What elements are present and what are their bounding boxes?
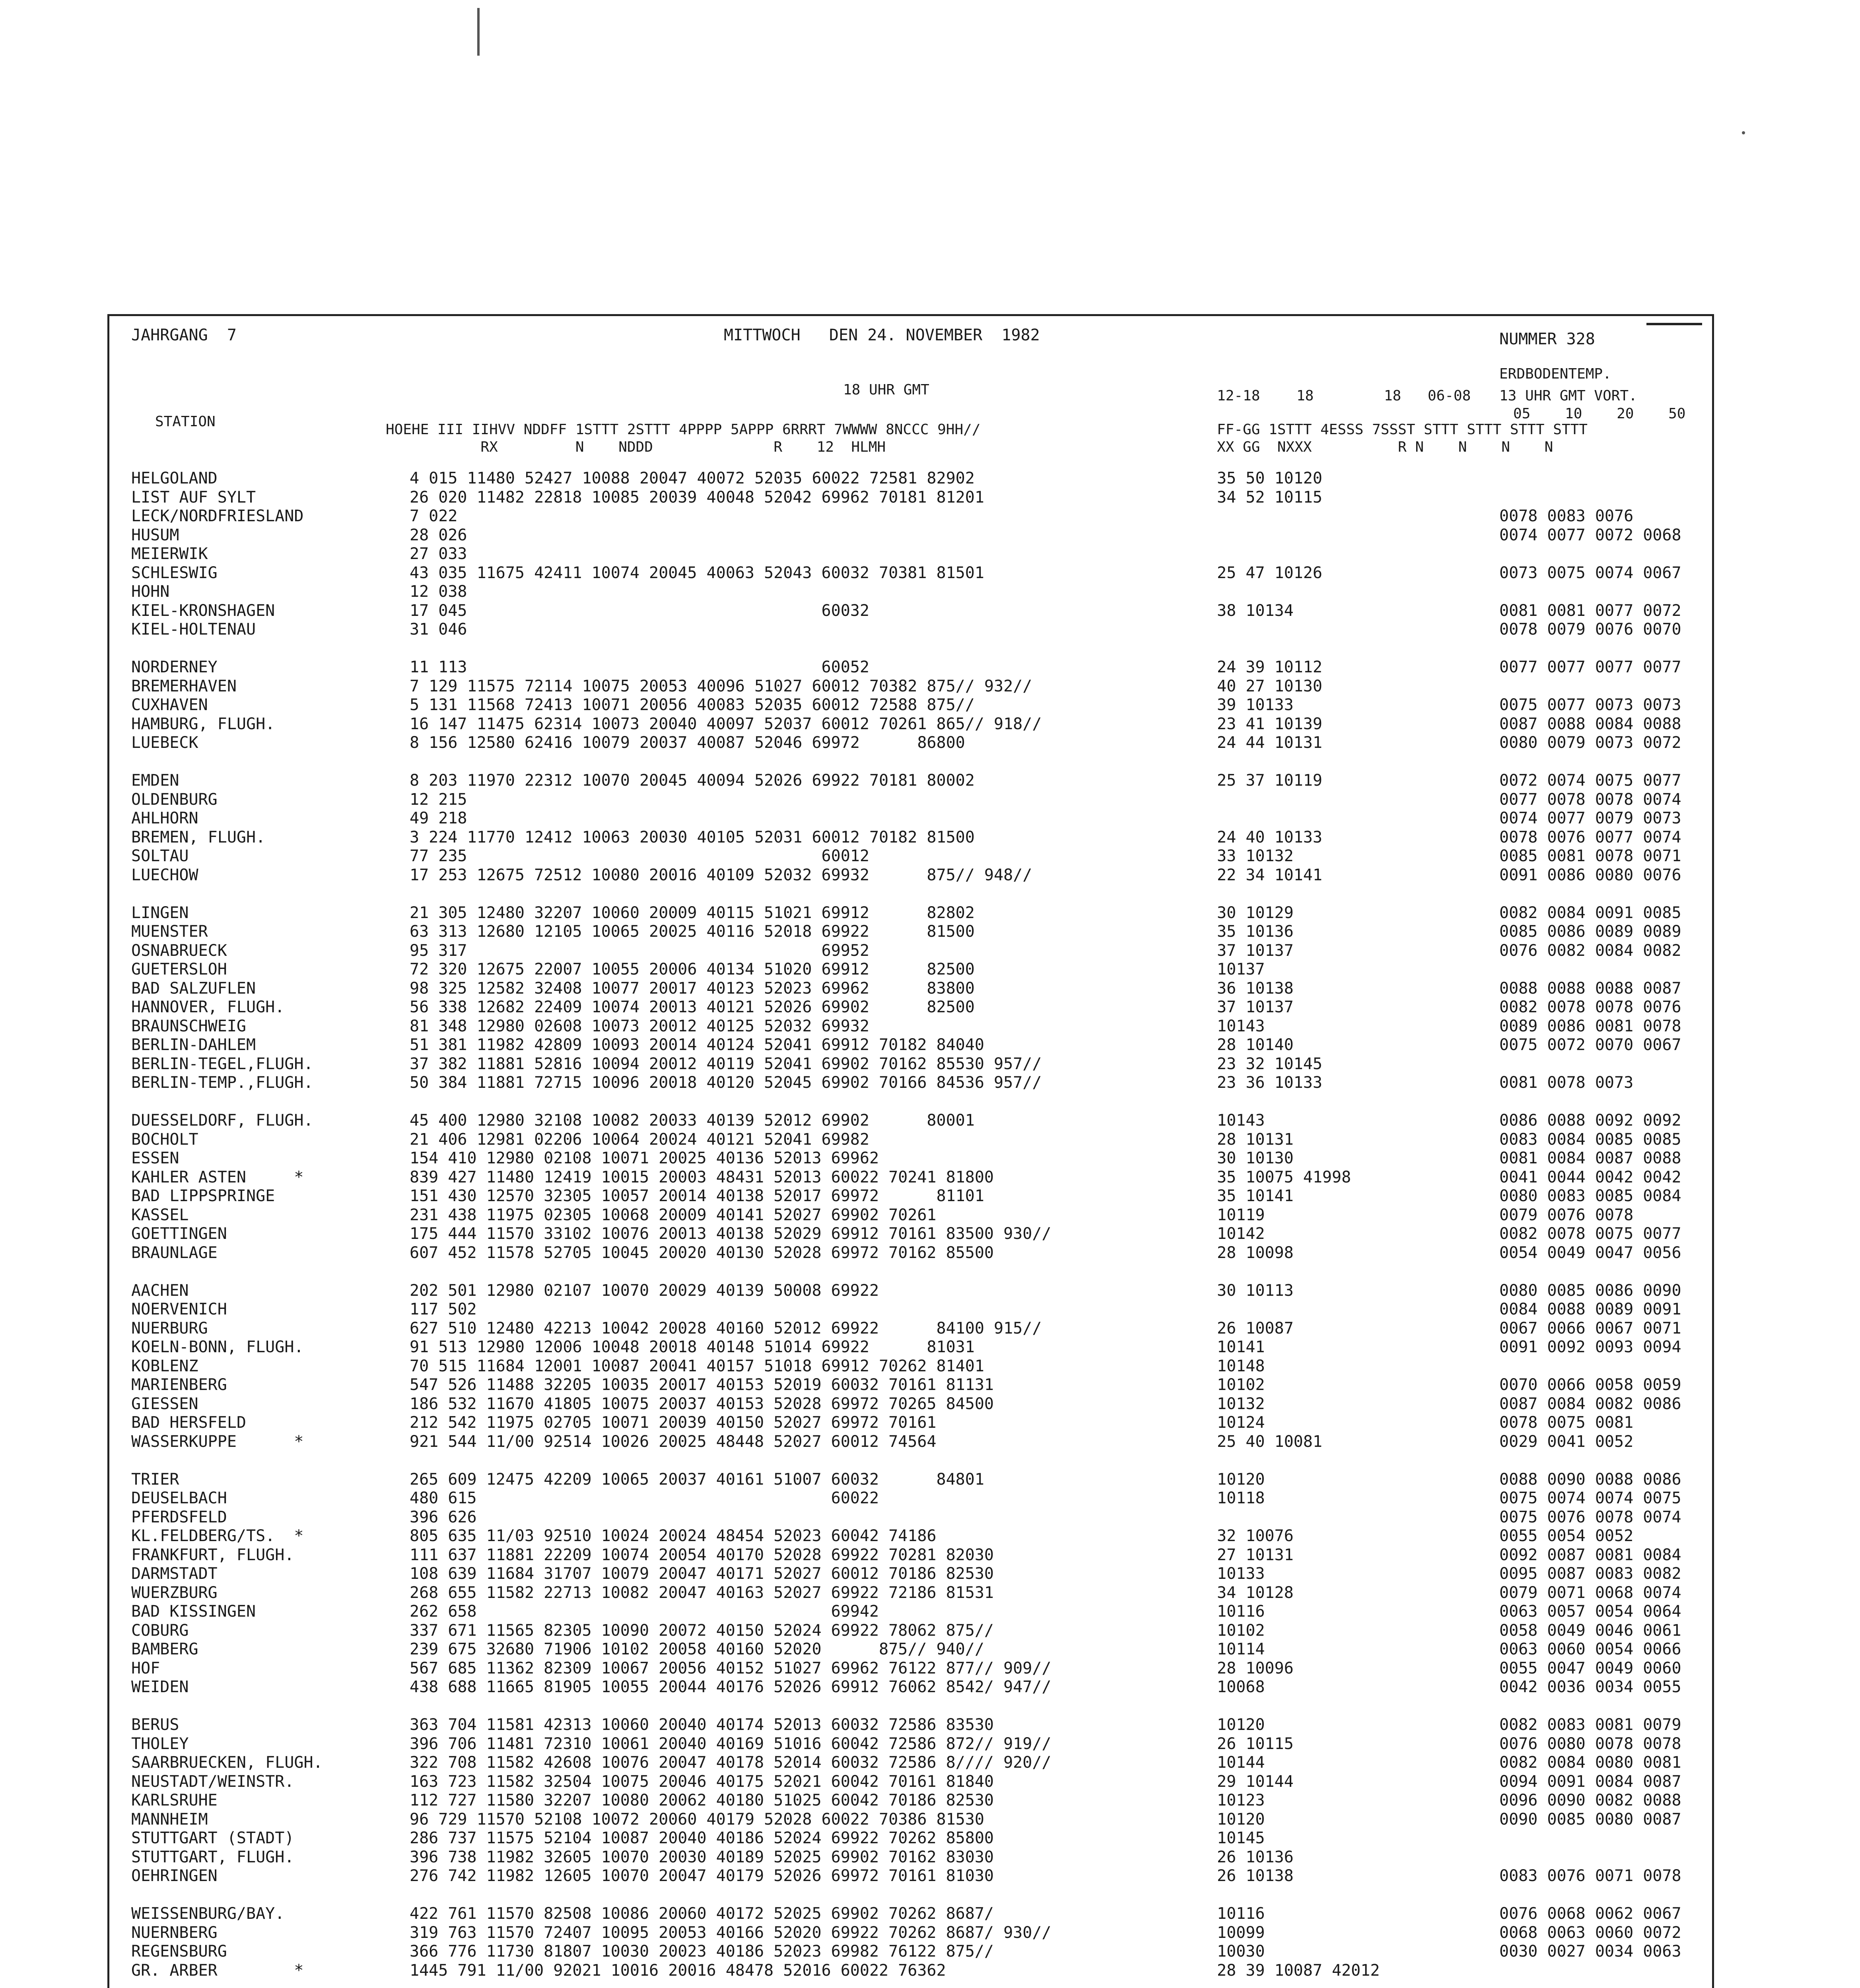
synop-codes: 322 708 11582 42608 10076 20047 40178 52014 60032 72586 8//// 920// xyxy=(410,1753,1051,1772)
soil-temps: 0042 0036 0034 0055 xyxy=(1499,1678,1681,1696)
soil-temps: 0079 0071 0068 0074 xyxy=(1499,1583,1681,1602)
extra-codes: 29 10144 xyxy=(1217,1772,1294,1791)
station-name: SAARBRUECKEN, FLUGH. xyxy=(131,1753,323,1772)
station-name: MUENSTER xyxy=(131,922,208,941)
synop-codes: 186 532 11670 41805 10075 20037 40153 52028 69972 70265 84500 xyxy=(410,1394,994,1413)
soil-temps: 0082 0078 0075 0077 xyxy=(1499,1225,1681,1243)
synop-codes: 212 542 11975 02705 10071 20039 40150 52027 69972 70161 xyxy=(410,1413,937,1432)
soil-temps: 0075 0076 0078 0074 xyxy=(1499,1508,1681,1526)
extra-codes: 35 10136 xyxy=(1217,922,1294,941)
extra-codes: 10030 xyxy=(1217,1942,1265,1961)
col-06-08: 06-08 xyxy=(1428,388,1471,404)
extra-codes: 27 10131 xyxy=(1217,1545,1294,1564)
soil-temps: 0081 0078 0073 xyxy=(1499,1074,1634,1092)
station-name: BERLIN-TEMP.,FLUGH. xyxy=(131,1074,313,1092)
station-name: WEISSENBURG/BAY. xyxy=(131,1905,285,1923)
station-name: NEUSTADT/WEINSTR. xyxy=(131,1772,294,1791)
station-name: KARLSRUHE xyxy=(131,1791,218,1809)
extra-codes: 35 50 10120 xyxy=(1217,469,1322,487)
synop-codes: 63 313 12680 12105 10065 20025 40116 52018 69922 81500 xyxy=(410,922,975,941)
soil-temps: 0041 0044 0042 0042 xyxy=(1499,1168,1681,1186)
soil-temps: 0084 0088 0089 0091 xyxy=(1499,1300,1681,1318)
scan-speck xyxy=(1742,131,1745,134)
synop-codes: 7 022 xyxy=(410,507,458,525)
station-name: SCHLESWIG xyxy=(131,563,218,582)
synop-codes: 117 502 xyxy=(410,1300,477,1318)
station-name: KAHLER ASTEN * xyxy=(131,1168,304,1186)
station-name: LUECHOW xyxy=(131,866,198,884)
soil-temps: 0054 0049 0047 0056 xyxy=(1499,1243,1681,1262)
station-name: PFERDSFELD xyxy=(131,1508,227,1526)
synop-codes: 3 224 11770 12412 10063 20030 40105 52031 60012 70182 81500 xyxy=(410,828,975,846)
station-name: DARMSTADT xyxy=(131,1565,218,1583)
station-name: HAMBURG, FLUGH. xyxy=(131,714,275,733)
extra-codes: 28 10140 xyxy=(1217,1036,1294,1054)
station-name: BAD HERSFELD xyxy=(131,1413,246,1432)
station-name: WEIDEN xyxy=(131,1678,189,1696)
synop-codes: 839 427 11480 12419 10015 20003 48431 52013 60022 70241 81800 xyxy=(410,1168,994,1186)
extra-codes: 30 10129 xyxy=(1217,903,1294,922)
synop-codes: 111 637 11881 22209 10074 20054 40170 52028 69922 70281 82030 xyxy=(410,1545,994,1564)
extra-codes: 10144 xyxy=(1217,1753,1265,1772)
soil-temps: 0092 0087 0081 0084 xyxy=(1499,1545,1681,1564)
station-name: LECK/NORDFRIESLAND xyxy=(131,507,304,525)
station-name: GOETTINGEN xyxy=(131,1225,227,1243)
soil-temps: 0088 0090 0088 0086 xyxy=(1499,1470,1681,1489)
extra-codes: 38 10134 xyxy=(1217,601,1294,620)
synop-codes: 8 156 12580 62416 10079 20037 40087 52046 69972 86800 xyxy=(410,734,965,752)
extra-codes: 10120 xyxy=(1217,1810,1265,1829)
extra-codes: 23 41 10139 xyxy=(1217,714,1322,733)
extra-codes: 26 10138 xyxy=(1217,1867,1294,1885)
soil-temps: 0082 0084 0080 0081 xyxy=(1499,1753,1681,1772)
synop-codes: 363 704 11581 42313 10060 20040 40174 52013 60032 72586 83530 xyxy=(410,1716,994,1734)
synop-codes: 56 338 12682 22409 10074 20013 40121 52026 69902 82500 xyxy=(410,998,975,1016)
extra-codes: 28 10098 xyxy=(1217,1243,1294,1262)
synop-codes: 396 706 11481 72310 10061 20040 40169 51016 60042 72586 872// 919// xyxy=(410,1734,1051,1753)
soil-temps: 0087 0088 0084 0088 xyxy=(1499,714,1681,733)
synop-codes: 112 727 11580 32207 10080 20062 40180 51025 60042 70186 82530 xyxy=(410,1791,994,1809)
station-name: KIEL-HOLTENAU xyxy=(131,620,256,639)
station-name: GIESSEN xyxy=(131,1394,198,1413)
synop-codes: 50 384 11881 72715 10096 20018 40120 52045 69902 70166 84536 957// xyxy=(410,1074,1042,1092)
col-18b: 18 xyxy=(1384,388,1401,404)
soil-temps: 0077 0078 0078 0074 xyxy=(1499,790,1681,809)
station-name: MANNHEIM xyxy=(131,1810,208,1829)
synop-codes: 1445 791 11/00 92021 10016 20016 48478 52016 60022 76362 xyxy=(410,1961,946,1980)
synop-codes: 98 325 12582 32408 10077 20017 40123 52023 69962 83800 xyxy=(410,979,975,998)
station-name: SOLTAU xyxy=(131,847,189,865)
soil-temps: 0075 0077 0073 0073 xyxy=(1499,696,1681,714)
synop-codes: 175 444 11570 33102 10076 20013 40138 52029 69912 70161 83500 930// xyxy=(410,1225,1051,1243)
soil-temps: 0029 0041 0052 xyxy=(1499,1432,1634,1451)
station-name: BRAUNSCHWEIG xyxy=(131,1017,246,1035)
soil-temps: 0079 0076 0078 xyxy=(1499,1206,1634,1224)
extra-codes: 37 10137 xyxy=(1217,998,1294,1016)
synop-codes: 921 544 11/00 92514 10026 20025 48448 52027 60012 74564 xyxy=(410,1432,937,1451)
station-name: BRAUNLAGE xyxy=(131,1243,218,1262)
scan-mark xyxy=(477,8,480,56)
station-name: KASSEL xyxy=(131,1206,189,1224)
soil-temps: 0078 0079 0076 0070 xyxy=(1499,620,1681,639)
title-18utc: 18 UHR GMT xyxy=(843,382,929,398)
soil-temps: 0076 0080 0078 0078 xyxy=(1499,1734,1681,1753)
station-name: BAMBERG xyxy=(131,1640,198,1658)
synop-codes: 319 763 11570 72407 10095 20053 40166 52020 69922 70262 8687/ 930// xyxy=(410,1923,1051,1942)
col-13uhr: 13 UHR GMT VORT. xyxy=(1499,388,1637,404)
extra-codes: 36 10138 xyxy=(1217,979,1294,998)
extra-codes: 28 10131 xyxy=(1217,1130,1294,1149)
station-name: LUEBECK xyxy=(131,734,198,752)
synop-codes: 91 513 12980 12006 10048 20018 40148 51014 69922 81031 xyxy=(410,1338,975,1356)
code-header-1: HOEHE III IIHVV NDDFF 1STTT 2STTT 4PPPP 5APPP 6RRRT 7WWWW 8NCCC 9HH// xyxy=(386,421,981,438)
soil-temps: 0075 0074 0074 0075 xyxy=(1499,1489,1681,1507)
soil-temps: 0083 0076 0071 0078 xyxy=(1499,1867,1681,1885)
extra-codes: 10143 xyxy=(1217,1111,1265,1130)
soil-temps: 0082 0078 0078 0076 xyxy=(1499,998,1681,1016)
synop-codes: 70 515 11684 12001 10087 20041 40157 51018 69912 70262 81401 xyxy=(410,1357,984,1375)
extra-codes: 34 10128 xyxy=(1217,1583,1294,1602)
synop-codes: 72 320 12675 22007 10055 20006 40134 51020 69912 82500 xyxy=(410,960,975,978)
extra-codes: 30 10130 xyxy=(1217,1149,1294,1167)
soil-temps: 0075 0072 0070 0067 xyxy=(1499,1036,1681,1054)
soil-temps: 0094 0091 0084 0087 xyxy=(1499,1772,1681,1791)
synop-codes: 231 438 11975 02305 10068 20009 40141 52027 69902 70261 xyxy=(410,1206,937,1224)
extra-codes: 10118 xyxy=(1217,1489,1265,1507)
soil-temps: 0095 0087 0083 0082 xyxy=(1499,1565,1681,1583)
synop-codes: 163 723 11582 32504 10075 20046 40175 52021 60042 70161 81840 xyxy=(410,1772,994,1791)
station-name: AHLHORN xyxy=(131,809,198,827)
station-header: STATION xyxy=(155,414,216,430)
soil-temps: 0078 0075 0081 xyxy=(1499,1413,1634,1432)
extra-codes: 33 10132 xyxy=(1217,847,1294,865)
soil-temps: 0055 0054 0052 xyxy=(1499,1527,1634,1545)
extra-codes: 10119 xyxy=(1217,1206,1265,1224)
station-name: DEUSELBACH xyxy=(131,1489,227,1507)
station-name: NORDERNEY xyxy=(131,658,218,676)
code-header-3: FF-GG 1STTT 4ESSS 7SSST STTT STTT STTT STTT xyxy=(1217,421,1588,438)
soil-temps: 0067 0066 0067 0071 xyxy=(1499,1319,1681,1338)
station-name: KOELN-BONN, FLUGH. xyxy=(131,1338,304,1356)
soil-temps: 0082 0084 0091 0085 xyxy=(1499,903,1681,922)
code-header-4: XX GG NXXX R N N N N xyxy=(1217,439,1553,455)
station-name: LINGEN xyxy=(131,903,189,922)
station-name: BAD LIPPSPRINGE xyxy=(131,1187,275,1205)
synop-codes: 607 452 11578 52705 10045 20020 40130 52028 69972 70162 85500 xyxy=(410,1243,994,1262)
station-name: THOLEY xyxy=(131,1734,189,1753)
soil-depths: 05 10 20 50 xyxy=(1513,406,1686,422)
station-name: MEIERWIK xyxy=(131,545,208,563)
extra-codes: 28 39 10087 42012 xyxy=(1217,1961,1380,1980)
synop-codes: 31 046 xyxy=(410,620,467,639)
station-name: FRANKFURT, FLUGH. xyxy=(131,1545,294,1564)
extra-codes: 10132 xyxy=(1217,1394,1265,1413)
header-rule xyxy=(1646,323,1702,325)
synop-codes: 286 737 11575 52104 10087 20040 40186 52024 69922 70262 85800 xyxy=(410,1829,994,1847)
extra-codes: 10120 xyxy=(1217,1716,1265,1734)
soil-temps: 0083 0084 0085 0085 xyxy=(1499,1130,1681,1149)
synop-codes: 422 761 11570 82508 10086 20060 40172 52025 69902 70262 8687/ xyxy=(410,1905,994,1923)
synop-codes: 262 658 69942 xyxy=(410,1602,879,1621)
synop-codes: 239 675 32680 71906 10102 20058 40160 52020 875// 940// xyxy=(410,1640,984,1658)
synop-codes: 77 235 60012 xyxy=(410,847,869,865)
synop-codes: 151 430 12570 32305 10057 20014 40138 52017 69972 81101 xyxy=(410,1187,984,1205)
synop-codes: 276 742 11982 12605 10070 20047 40179 52026 69972 70161 81030 xyxy=(410,1867,994,1885)
soil-temps: 0089 0086 0081 0078 xyxy=(1499,1017,1681,1035)
extra-codes: 24 39 10112 xyxy=(1217,658,1322,676)
soil-temps: 0082 0083 0081 0079 xyxy=(1499,1716,1681,1734)
extra-codes: 39 10133 xyxy=(1217,696,1294,714)
extra-codes: 24 44 10131 xyxy=(1217,734,1322,752)
synop-codes: 5 131 11568 72413 10071 20056 40083 52035 60012 72588 875// xyxy=(410,696,975,714)
station-name: NOERVENICH xyxy=(131,1300,227,1318)
station-name: WASSERKUPPE * xyxy=(131,1432,304,1451)
synop-codes: 396 738 11982 32605 10070 20030 40189 52025 69902 70162 83030 xyxy=(410,1848,994,1866)
extra-codes: 25 47 10126 xyxy=(1217,563,1322,582)
extra-codes: 10068 xyxy=(1217,1678,1265,1696)
station-name: DUESSELDORF, FLUGH. xyxy=(131,1111,313,1130)
col-18a: 18 xyxy=(1296,388,1314,404)
station-name: BREMERHAVEN xyxy=(131,677,237,695)
soil-temps: 0081 0084 0087 0088 xyxy=(1499,1149,1681,1167)
soil-temps: 0074 0077 0072 0068 xyxy=(1499,526,1681,544)
synop-codes: 7 129 11575 72114 10075 20053 40096 51027 60012 70382 875// 932// xyxy=(410,677,1032,695)
extra-codes: 10102 xyxy=(1217,1621,1265,1640)
extra-codes: 32 10076 xyxy=(1217,1527,1294,1545)
station-name: HOF xyxy=(131,1659,160,1677)
synop-codes: 96 729 11570 52108 10072 20060 40179 52028 60022 70386 81530 xyxy=(410,1810,984,1829)
code-header-2: RX N NDDD R 12 HLMH xyxy=(386,439,886,455)
extra-codes: 30 10113 xyxy=(1217,1281,1294,1300)
synop-codes: 567 685 11362 82309 10067 20056 40152 51027 69962 76122 877// 909// xyxy=(410,1659,1051,1677)
soil-temps: 0088 0088 0088 0087 xyxy=(1499,979,1681,998)
station-name: ESSEN xyxy=(131,1149,179,1167)
synop-codes: 108 639 11684 31707 10079 20047 40171 52027 60012 70186 82530 xyxy=(410,1565,994,1583)
synop-codes: 28 026 xyxy=(410,526,467,544)
station-name: GUETERSLOH xyxy=(131,960,227,978)
station-name: OEHRINGEN xyxy=(131,1867,218,1885)
soil-temps: 0085 0086 0089 0089 xyxy=(1499,922,1681,941)
extra-codes: 10123 xyxy=(1217,1791,1265,1809)
station-name: HANNOVER, FLUGH. xyxy=(131,998,285,1016)
station-name: GR. ARBER * xyxy=(131,1961,304,1980)
synop-codes: 4 015 11480 52427 10088 20047 40072 52035 60022 72581 82902 xyxy=(410,469,975,487)
extra-codes: 10116 xyxy=(1217,1905,1265,1923)
soil-temps: 0055 0047 0049 0060 xyxy=(1499,1659,1681,1677)
synop-codes: 37 382 11881 52816 10094 20012 40119 52041 69902 70162 85530 957// xyxy=(410,1054,1042,1073)
extra-codes: 10142 xyxy=(1217,1225,1265,1243)
soil-temps: 0078 0083 0076 xyxy=(1499,507,1634,525)
soil-temps: 0080 0085 0086 0090 xyxy=(1499,1281,1681,1300)
station-name: OSNABRUECK xyxy=(131,941,227,960)
station-name: BAD KISSINGEN xyxy=(131,1602,256,1621)
synop-codes: 547 526 11488 32205 10035 20017 40153 52019 60032 70161 81131 xyxy=(410,1376,994,1394)
station-name: BAD SALZUFLEN xyxy=(131,979,256,998)
extra-codes: 25 37 10119 xyxy=(1217,771,1322,790)
station-name: STUTTGART (STADT) xyxy=(131,1829,294,1847)
station-name: STUTTGART, FLUGH. xyxy=(131,1848,294,1866)
synop-codes: 21 406 12981 02206 10064 20024 40121 52041 69982 xyxy=(410,1130,869,1149)
synop-codes: 480 615 60022 xyxy=(410,1489,879,1507)
extra-codes: 10145 xyxy=(1217,1829,1265,1847)
extra-codes: 26 10136 xyxy=(1217,1848,1294,1866)
synop-codes: 21 305 12480 32207 10060 20009 40115 51021 69912 82802 xyxy=(410,903,975,922)
soil-temps: 0087 0084 0082 0086 xyxy=(1499,1394,1681,1413)
station-name: HOHN xyxy=(131,582,170,601)
station-name: MARIENBERG xyxy=(131,1376,227,1394)
soil-temps: 0091 0092 0093 0094 xyxy=(1499,1338,1681,1356)
soil-temps: 0081 0081 0077 0072 xyxy=(1499,601,1681,620)
synop-codes: 366 776 11730 81807 10030 20023 40186 52023 69982 76122 875// xyxy=(410,1942,994,1961)
extra-codes: 10137 xyxy=(1217,960,1265,978)
soil-temps: 0076 0068 0062 0067 xyxy=(1499,1905,1681,1923)
synop-codes: 396 626 xyxy=(410,1508,477,1526)
extra-codes: 10148 xyxy=(1217,1357,1265,1375)
synop-codes: 49 218 xyxy=(410,809,467,827)
soil-temps: 0090 0085 0080 0087 xyxy=(1499,1810,1681,1829)
synop-codes: 805 635 11/03 92510 10024 20024 48454 52023 60042 74186 xyxy=(410,1527,937,1545)
synop-codes: 95 317 69952 xyxy=(410,941,869,960)
soil-temps: 0063 0057 0054 0064 xyxy=(1499,1602,1681,1621)
synop-codes: 17 045 60032 xyxy=(410,601,869,620)
extra-codes: 37 10137 xyxy=(1217,941,1294,960)
soil-temps: 0080 0083 0085 0084 xyxy=(1499,1187,1681,1205)
extra-codes: 10120 xyxy=(1217,1470,1265,1489)
soil-temps: 0074 0077 0079 0073 xyxy=(1499,809,1681,827)
station-name: NUERBURG xyxy=(131,1319,208,1338)
extra-codes: 23 32 10145 xyxy=(1217,1054,1322,1073)
station-name: REGENSBURG xyxy=(131,1942,227,1961)
synop-codes: 27 033 xyxy=(410,545,467,563)
synop-codes: 202 501 12980 02107 10070 20029 40139 50008 69922 xyxy=(410,1281,879,1300)
synop-codes: 43 035 11675 42411 10074 20045 40063 52043 60032 70381 81501 xyxy=(410,563,984,582)
synop-codes: 337 671 11565 82305 10090 20072 40150 52024 69922 78062 875// xyxy=(410,1621,994,1640)
extra-codes: 28 10096 xyxy=(1217,1659,1294,1677)
station-name: HUSUM xyxy=(131,526,179,544)
extra-codes: 10102 xyxy=(1217,1376,1265,1394)
station-name: BERLIN-TEGEL,FLUGH. xyxy=(131,1054,313,1073)
soil-temps: 0063 0060 0054 0066 xyxy=(1499,1640,1681,1658)
extra-codes: 10133 xyxy=(1217,1565,1265,1583)
station-name: NUERNBERG xyxy=(131,1923,218,1942)
soil-temps: 0096 0090 0082 0088 xyxy=(1499,1791,1681,1809)
synop-codes: 17 253 12675 72512 10080 20016 40109 52032 69932 875// 948// xyxy=(410,866,1032,884)
extra-codes: 24 40 10133 xyxy=(1217,828,1322,846)
extra-codes: 34 52 10115 xyxy=(1217,488,1322,507)
extra-codes: 35 10075 41998 xyxy=(1217,1168,1351,1186)
station-name: BERLIN-DAHLEM xyxy=(131,1036,256,1054)
soil-temps: 0068 0063 0060 0072 xyxy=(1499,1923,1681,1942)
extra-codes: 10116 xyxy=(1217,1602,1265,1621)
soil-temps: 0080 0079 0073 0072 xyxy=(1499,734,1681,752)
station-name: BERUS xyxy=(131,1716,179,1734)
synop-codes: 16 147 11475 62314 10073 20040 40097 52037 60012 70261 865// 918// xyxy=(410,714,1042,733)
synop-codes: 26 020 11482 22818 10085 20039 40048 52042 69962 70181 81201 xyxy=(410,488,984,507)
soil-temps: 0073 0075 0074 0067 xyxy=(1499,563,1681,582)
station-name: BREMEN, FLUGH. xyxy=(131,828,266,846)
synop-codes: 12 038 xyxy=(410,582,467,601)
synop-codes: 438 688 11665 81905 10055 20044 40176 52026 69912 76062 8542/ 947// xyxy=(410,1678,1051,1696)
synop-codes: 627 510 12480 42213 10042 20028 40160 52012 69922 84100 915// xyxy=(410,1319,1042,1338)
soil-temps: 0072 0074 0075 0077 xyxy=(1499,771,1681,790)
station-name: KL.FELDBERG/TS. * xyxy=(131,1527,304,1545)
synop-codes: 11 113 60052 xyxy=(410,658,869,676)
extra-codes: 10124 xyxy=(1217,1413,1265,1432)
station-name: CUXHAVEN xyxy=(131,696,208,714)
extra-codes: 10143 xyxy=(1217,1017,1265,1035)
col-12-18: 12-18 xyxy=(1217,388,1260,404)
soil-temps: 0085 0081 0078 0071 xyxy=(1499,847,1681,865)
station-name: KOBLENZ xyxy=(131,1357,198,1375)
extra-codes: 10141 xyxy=(1217,1338,1265,1356)
station-name: COBURG xyxy=(131,1621,189,1640)
synop-codes: 51 381 11982 42809 10093 20014 40124 52041 69912 70182 84040 xyxy=(410,1036,984,1054)
synop-codes: 265 609 12475 42209 10065 20037 40161 51007 60032 84801 xyxy=(410,1470,984,1489)
soil-temp-title: ERDBODENTEMP. xyxy=(1499,366,1611,382)
extra-codes: 22 34 10141 xyxy=(1217,866,1322,884)
soil-temps: 0086 0088 0092 0092 xyxy=(1499,1111,1681,1130)
synop-codes: 154 410 12980 02108 10071 20025 40136 52013 69962 xyxy=(410,1149,879,1167)
extra-codes: 25 40 10081 xyxy=(1217,1432,1322,1451)
station-name: BOCHOLT xyxy=(131,1130,198,1149)
station-name: HELGOLAND xyxy=(131,469,218,487)
extra-codes: 23 36 10133 xyxy=(1217,1074,1322,1092)
station-name: AACHEN xyxy=(131,1281,189,1300)
synop-codes: 8 203 11970 22312 10070 20045 40094 52026 69922 70181 80002 xyxy=(410,771,975,790)
soil-temps: 0070 0066 0058 0059 xyxy=(1499,1376,1681,1394)
issue-number: NUMMER 328 xyxy=(1499,330,1595,348)
station-name: KIEL-KRONSHAGEN xyxy=(131,601,275,620)
soil-temps: 0077 0077 0077 0077 xyxy=(1499,658,1681,676)
extra-codes: 26 10115 xyxy=(1217,1734,1294,1753)
extra-codes: 35 10141 xyxy=(1217,1187,1294,1205)
synop-codes: 45 400 12980 32108 10082 20033 40139 52012 69902 80001 xyxy=(410,1111,975,1130)
soil-temps: 0058 0049 0046 0061 xyxy=(1499,1621,1681,1640)
synop-codes: 268 655 11582 22713 10082 20047 40163 52027 69922 72186 81531 xyxy=(410,1583,994,1602)
extra-codes: 40 27 10130 xyxy=(1217,677,1322,695)
station-name: EMDEN xyxy=(131,771,179,790)
synop-codes: 81 348 12980 02608 10073 20012 40125 52032 69932 xyxy=(410,1017,869,1035)
station-name: WUERZBURG xyxy=(131,1583,218,1602)
soil-temps: 0030 0027 0034 0063 xyxy=(1499,1942,1681,1961)
extra-codes: 26 10087 xyxy=(1217,1319,1294,1338)
extra-codes: 10099 xyxy=(1217,1923,1265,1942)
extra-codes: 10114 xyxy=(1217,1640,1265,1658)
synop-codes: 12 215 xyxy=(410,790,467,809)
soil-temps: 0076 0082 0084 0082 xyxy=(1499,941,1681,960)
jahrgang-label: JAHRGANG 7 xyxy=(131,326,237,344)
soil-temps: 0078 0076 0077 0074 xyxy=(1499,828,1681,846)
station-name: TRIER xyxy=(131,1470,179,1489)
station-name: LIST AUF SYLT xyxy=(131,488,256,507)
station-name: OLDENBURG xyxy=(131,790,218,809)
soil-temps: 0091 0086 0080 0076 xyxy=(1499,866,1681,884)
report-date: MITTWOCH DEN 24. NOVEMBER 1982 xyxy=(724,326,1040,344)
